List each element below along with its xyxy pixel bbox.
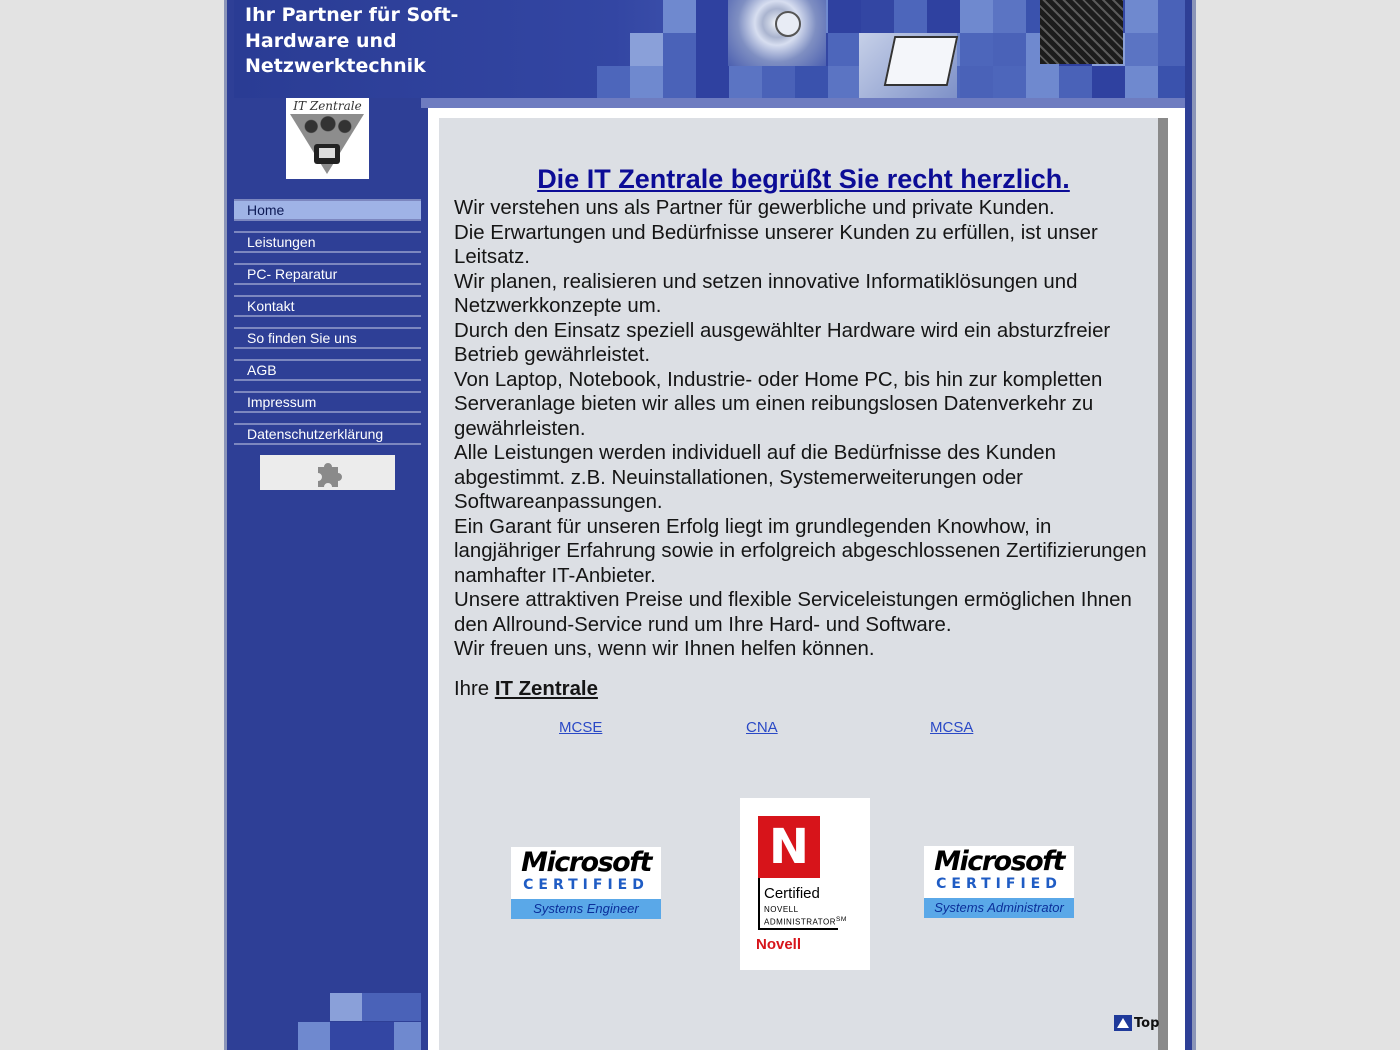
- novell-small-line-2: ADMINISTRATOR: [764, 917, 836, 927]
- mosaic-tile: [729, 66, 762, 98]
- mosaic-tile: [1125, 33, 1158, 66]
- paragraph: Wir planen, realisieren und setzen innovative Informatiklösungen und Netzwerkkonzepte um.: [454, 270, 1078, 317]
- content-shadow: [1158, 118, 1168, 1050]
- mosaic-tile: [960, 33, 993, 66]
- mosaic-tile: [1158, 0, 1185, 33]
- badge-subtitle: Systems Engineer: [511, 899, 661, 919]
- mosaic-tile: [298, 1022, 331, 1050]
- nav-item-label: Impressum: [247, 394, 317, 410]
- cd-image: [728, 0, 826, 66]
- mosaic-tile: [993, 66, 1026, 98]
- novell-line: [758, 878, 760, 930]
- mosaic-tile: [960, 66, 993, 98]
- mosaic-tile: [1059, 66, 1092, 98]
- mosaic-tile: [1158, 66, 1185, 98]
- header-banner: [234, 0, 1185, 98]
- logo-text: IT Zentrale: [293, 99, 362, 113]
- novell-sm-mark: SM: [835, 916, 847, 923]
- mosaic-tile: [960, 0, 993, 33]
- welcome-heading: Die IT Zentrale begrüßt Sie recht herzlich.: [537, 164, 1070, 194]
- mosaic-tile: [696, 66, 729, 98]
- header-tagline: [245, 3, 505, 80]
- nav-item-kontakt[interactable]: [234, 295, 421, 317]
- novell-brand-text: Novell: [756, 936, 802, 953]
- mosaic-tile: [362, 1022, 395, 1050]
- back-to-top-link[interactable]: [1114, 1015, 1159, 1031]
- nav-item-so-finden-sie-uns[interactable]: [234, 327, 421, 349]
- mosaic-tile: [1026, 66, 1059, 98]
- certified-text: CERTIFIED: [936, 876, 1062, 892]
- content-frame: [421, 98, 1185, 1050]
- missing-plugin-placeholder[interactable]: [260, 455, 395, 490]
- paragraph: Alle Leistungen werden individuell auf die Bedürfnisse des Kunden abgestimmt. z.B. Neuinstallationen, Systemerweiterungen oder Softwareanpassungen.: [454, 442, 1056, 513]
- mosaic-tile: [663, 0, 696, 33]
- signature: [454, 678, 598, 701]
- mosaic-tile: [828, 0, 861, 33]
- paragraph: Die Erwartungen und Bedürfnisse unserer Kunden zu erfüllen, ist unser Leitsatz.: [454, 221, 1098, 268]
- microsoft-logo-text: Microsoft: [934, 846, 1064, 877]
- intro-text: [454, 196, 1159, 662]
- nav-item-label: AGB: [247, 362, 277, 378]
- nav-item-label: Home: [247, 202, 285, 218]
- mosaic-tile: [993, 0, 1026, 33]
- logo-people-icon: [300, 116, 356, 142]
- nav-item-pc-reparatur[interactable]: [234, 263, 421, 285]
- tagline-line-3: Netzwerktechnik: [245, 55, 426, 77]
- mosaic-tile: [828, 66, 861, 98]
- mosaic-tile: [362, 993, 395, 1021]
- monitor-screen: [884, 36, 959, 86]
- top-label: Top: [1134, 1015, 1160, 1031]
- logo-monitor-icon: [314, 144, 340, 164]
- main-content: [439, 118, 1168, 1050]
- novell-cna-badge: [740, 798, 870, 970]
- mosaic-tile: [762, 66, 795, 98]
- nav-item-label: Kontakt: [247, 298, 295, 314]
- mosaic-tile: [1125, 66, 1158, 98]
- paragraph: Wir freuen uns, wenn wir Ihnen helfen können.: [454, 638, 875, 660]
- tagline-line-2: Hardware und: [245, 29, 397, 52]
- nav-item-label: Datenschutzerklärung: [247, 426, 384, 442]
- paragraph: Von Laptop, Notebook, Industrie- oder Home PC, bis hin zur kompletten Serveranlage bieten wir alles um einen reibungslosen Datenverkehr zu gewährleisten.: [454, 368, 1103, 440]
- microsoft-mcse-badge: [511, 847, 661, 919]
- main-nav: [234, 199, 421, 455]
- mosaic-tile: [663, 66, 696, 98]
- nav-item-leistungen[interactable]: [234, 231, 421, 253]
- mosaic-tile: [993, 33, 1026, 66]
- mosaic-tile: [330, 993, 363, 1021]
- mosaic-tile: [861, 0, 894, 33]
- arrow-up-icon: [1114, 1015, 1132, 1031]
- nav-item-impressum[interactable]: [234, 391, 421, 413]
- cd-hole: [775, 11, 801, 37]
- cna-link[interactable]: CNA: [746, 719, 778, 736]
- page: [224, 0, 1196, 1050]
- paragraph: Ein Garant für unseren Erfolg liegt im grundlegenden Knowhow, in langjähriger Erfahrung sowie in erfolgreich abgeschlossenen Zertifizierungen namhafter IT-Anbieter.: [454, 515, 1147, 587]
- nav-item-datenschutz[interactable]: [234, 423, 421, 445]
- novell-small-line-1: NOVELL: [764, 905, 799, 914]
- nav-item-agb[interactable]: [234, 359, 421, 381]
- nav-item-label: So finden Sie uns: [247, 330, 357, 346]
- tagline-line-1: Ihr Partner für Soft-: [245, 4, 459, 26]
- mosaic-tile: [330, 1022, 363, 1050]
- keyboard-image: [1040, 0, 1123, 64]
- mosaic-tile: [1125, 0, 1158, 33]
- paragraph: Durch den Einsatz speziell ausgewählter Hardware wird ein absturzfreier Betrieb gewährleistet.: [454, 319, 1111, 366]
- nav-item-label: PC- Reparatur: [247, 266, 338, 282]
- mosaic-tile: [696, 0, 729, 33]
- sidebar: [234, 98, 421, 1050]
- microsoft-logo-text: Microsoft: [521, 847, 651, 878]
- novell-small-text: [764, 905, 847, 928]
- content-frame-band: [421, 98, 1185, 108]
- mosaic-tile: [696, 33, 729, 66]
- novell-line: [758, 928, 838, 930]
- mosaic-tile: [828, 33, 861, 66]
- nav-item-home[interactable]: [234, 199, 421, 221]
- mosaic-tile: [927, 0, 960, 33]
- mosaic-tile: [630, 33, 663, 66]
- mcse-link[interactable]: MCSE: [559, 719, 603, 736]
- signature-prefix: Ihre: [454, 678, 490, 700]
- mosaic-tile: [597, 66, 630, 98]
- microsoft-mcsa-badge: [924, 846, 1074, 918]
- mosaic-tile: [795, 66, 828, 98]
- mosaic-tile: [1158, 33, 1185, 66]
- mosaic-tile: [1092, 66, 1125, 98]
- signature-name: IT Zentrale: [494, 678, 598, 700]
- mosaic-tile: [894, 0, 927, 33]
- nav-item-label: Leistungen: [247, 234, 316, 250]
- paragraph: Wir verstehen uns als Partner für gewerbliche und private Kunden.: [454, 197, 1055, 219]
- mosaic-tile: [630, 66, 663, 98]
- mosaic-tile: [663, 33, 696, 66]
- company-logo[interactable]: [286, 98, 369, 179]
- puzzle-icon: [312, 457, 344, 489]
- sidebar-mosaic: [234, 993, 421, 1050]
- mcsa-link[interactable]: MCSA: [930, 719, 974, 736]
- novell-certified-text: Certified: [764, 885, 820, 902]
- badge-subtitle: Systems Administrator: [924, 898, 1074, 918]
- paragraph: Unsere attraktiven Preise und flexible Serviceleistungen ermöglichen Ihnen den Allround-Service rund um Ihre Hard- und Software.: [454, 589, 1132, 636]
- certified-text: CERTIFIED: [523, 877, 649, 893]
- novell-n-logo: N: [758, 816, 820, 878]
